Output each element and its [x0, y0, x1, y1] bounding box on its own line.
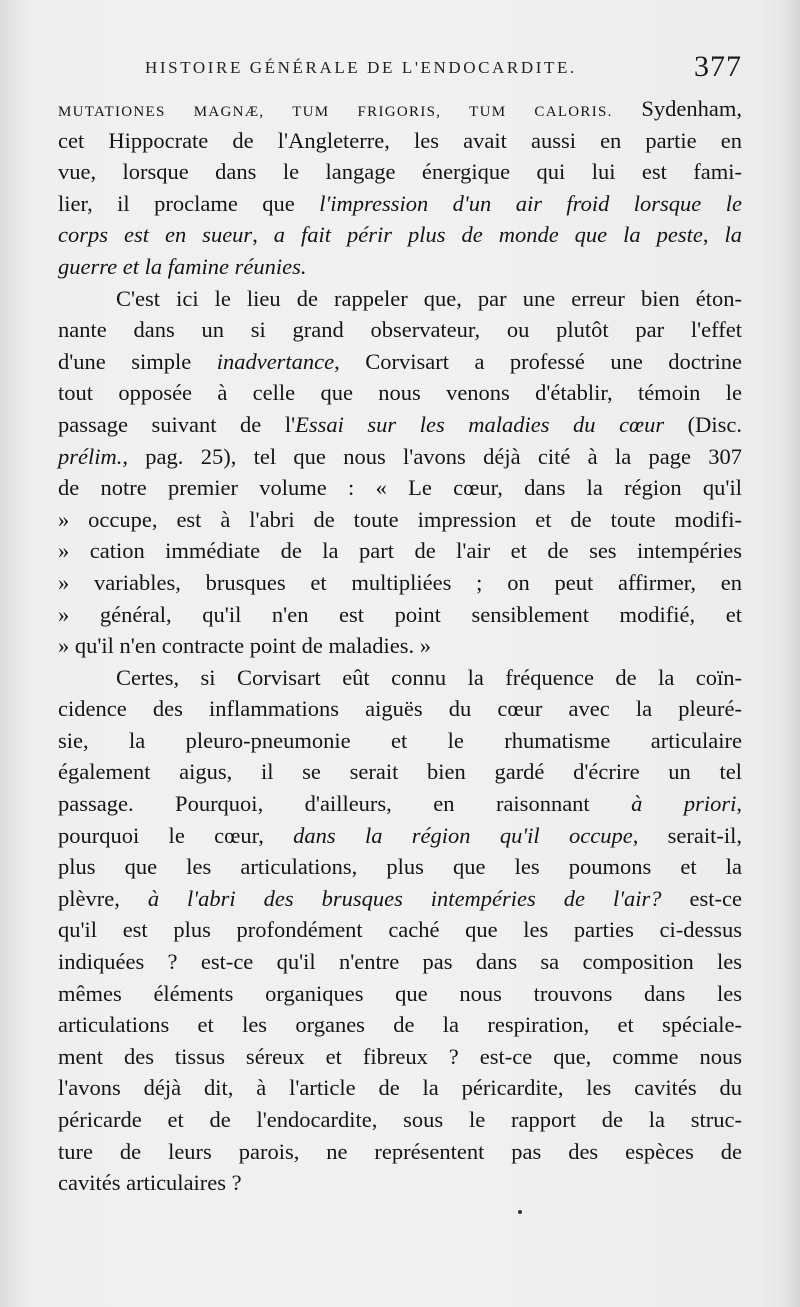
text-line: qu'il est plus profondément caché que les parties ci-dessus — [58, 917, 742, 943]
italic-quote: l'impression d'un air froid lorsque le — [319, 190, 742, 216]
text-line: » général, qu'il n'en est point sensiblement modifié, et — [58, 601, 742, 627]
text-line: Certes, si Corvisart eût connu la fréquence de la coïn- — [116, 664, 742, 690]
text-line: » variables, brusques et multipliées ; on peut affirmer, en — [58, 569, 742, 595]
text-line: plus que les articulations, plus que les poumons et la — [58, 854, 742, 880]
text-line: MUTATIONES MAGNÆ, TUM FRIGORIS, TUM CALORIS. Sydenham, — [58, 96, 742, 121]
text-line: C'est ici le lieu de rappeler que, par une erreur bien éton- — [116, 285, 742, 311]
text-line: plèvre, à l'abri des brusques intempéries de l'air? est-ce — [58, 885, 743, 911]
small-caps-quote: MUTATIONES MAGNÆ, TUM FRIGORIS, TUM CALORIS. — [58, 104, 613, 120]
text-line: articulations et les organes de la respiration, et spéciale- — [58, 1012, 742, 1038]
text-line: nante dans un si grand observateur, ou plutôt par l'effet — [58, 317, 742, 343]
text-line: passage suivant de l'Essai sur les maladies du cœur (Disc. — [58, 411, 742, 437]
text-line: ment des tissus séreux et fibreux ? est-ce que, comme nous — [58, 1043, 742, 1069]
text-line: prélim., pag. 25), tel que nous l'avons déjà cité à la page 307 — [58, 443, 742, 469]
text-line: corps est en sueur, a fait périr plus de monde que la peste, la — [58, 222, 742, 248]
text-line: de notre premier volume : « Le cœur, dans la région qu'il — [58, 475, 742, 501]
paragraph-2 — [58, 283, 742, 662]
page-edge-shadow — [782, 0, 800, 1307]
text-line: ture de leurs parois, ne représentent pas des espèces de — [58, 1138, 742, 1164]
text-line: également aigus, il se serait bien gardé d'écrire un tel — [58, 759, 742, 785]
text-line: l'avons déjà dit, à l'article de la péricardite, les cavités du — [58, 1075, 742, 1101]
book-title: Essai sur les maladies du cœur — [295, 411, 665, 437]
text-line: cavités articulaires ? — [58, 1170, 242, 1196]
text-line: » cation immédiate de la part de l'air et de ses intempéries — [58, 538, 742, 564]
text-line: vue, lorsque dans le langage énergique qui lui est fami- — [58, 159, 742, 185]
text-line: lier, il proclame que l'impression d'un air froid lorsque le — [58, 190, 742, 216]
text-line: sie, la pleuro-pneumonie et le rhumatisme articulaire — [58, 727, 742, 753]
running-title: HISTOIRE GÉNÉRALE DE L'ENDOCARDITE. — [145, 58, 577, 77]
text-line: guerre et la famine réunies. — [58, 253, 307, 279]
paragraph-1 — [58, 93, 742, 283]
text-line: indiquées ? est-ce qu'il n'entre pas dans sa composition les — [58, 949, 742, 975]
page-number: 377 — [694, 50, 742, 83]
text-line: mêmes éléments organiques que nous trouvons dans les — [58, 980, 742, 1006]
text-line: péricarde et de l'endocardite, sous le rapport de la struc- — [58, 1107, 742, 1132]
text-line: pourquoi le cœur, dans la région qu'il occupe, serait-il, — [58, 822, 742, 848]
text-line: » occupe, est à l'abri de toute impression et de toute modifi- — [58, 506, 742, 532]
text-line: cet Hippocrate de l'Angleterre, les avait aussi en partie en — [58, 127, 742, 153]
text-line: passage. Pourquoi, d'ailleurs, en raisonnant à priori, — [58, 791, 742, 817]
text-line: cidence des inflammations aiguës du cœur avec la pleuré- — [58, 696, 742, 722]
text-line: tout opposée à celle que nous venons d'établir, témoin le — [58, 380, 742, 406]
text-line: d'une simple inadvertance, Corvisart a professé une doctrine — [58, 348, 742, 374]
text-line: » qu'il n'en contracte point de maladies. » — [58, 633, 431, 659]
body-text — [58, 93, 742, 1199]
paragraph-3 — [58, 662, 742, 1199]
page-header — [0, 50, 800, 90]
end-dot-mark — [518, 1210, 522, 1214]
